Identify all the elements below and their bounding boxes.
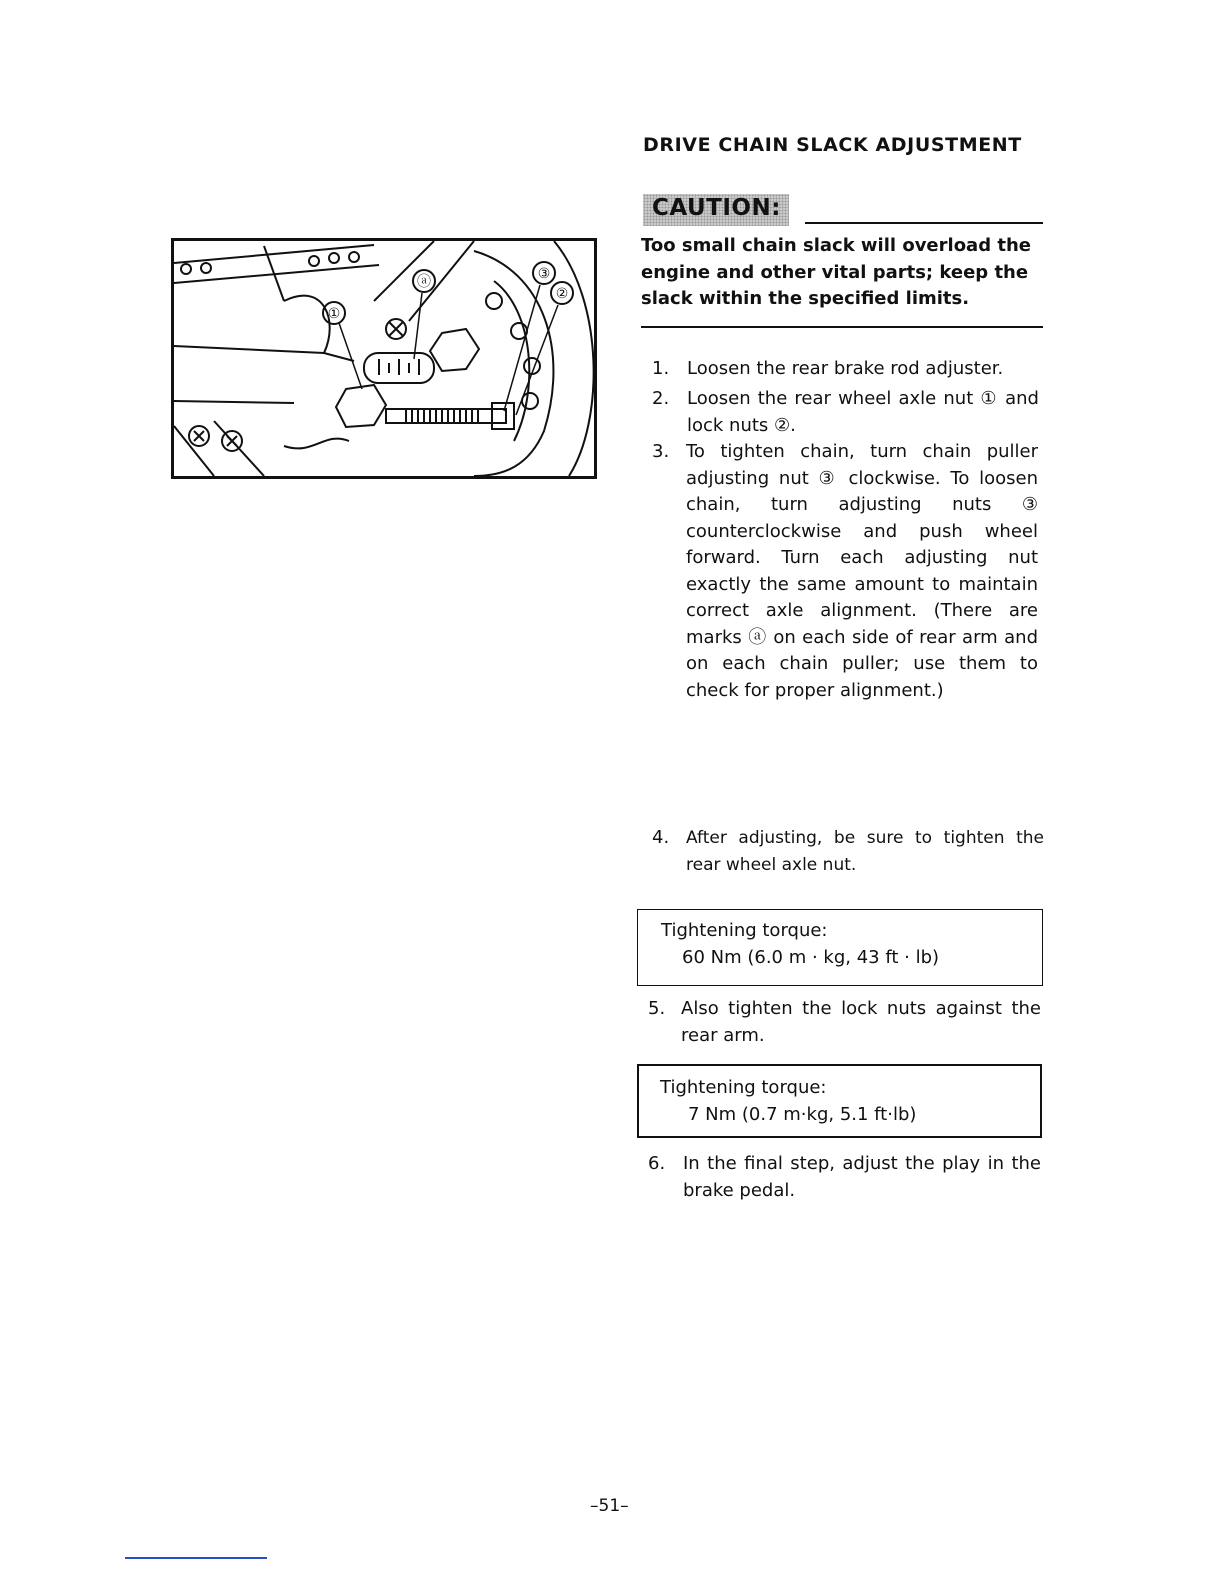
caution-text: Too small chain slack will overload the engine and other vital parts; keep the slack within the specified limits. [641,235,1031,309]
caution-rule [805,222,1043,224]
step-number: 2. [652,388,670,409]
footer-rule [125,1557,267,1559]
step-number: 6. [648,1153,666,1174]
torque-label: Tightening torque: [660,1077,827,1098]
torque-value: 7 Nm (0.7 m·kg, 5.1 ft·lb) [688,1104,917,1125]
torque-value: 60 Nm (6.0 m · kg, 43 ft · lb) [682,947,940,968]
step-text: To tighten chain, turn chain puller adjusting nut ③ clockwise. To loosen chain, turn adjusting nuts ③ counterclockwise and push wheel forward. Turn each adjusting nut exactly the same amount to maintain correct axle alignment. (There are marks ⓐ on each side of rear arm and on each chain puller; use them to check for proper alignment.) [686,441,1038,701]
callout-a-label: ⓐ [417,274,431,290]
step-text: Loosen the rear wheel axle nut ① and lock nuts ②. [687,388,1039,436]
torque-spec-box-1 [637,909,1043,986]
section-title: DRIVE CHAIN SLACK ADJUSTMENT [643,134,1022,156]
torque-label: Tightening torque: [661,920,828,941]
chain-adjuster-illustration [171,238,597,479]
step-number: 1. [652,358,670,379]
callout-1-label: ① [327,306,341,322]
step-number: 5. [648,998,666,1019]
step-text: Also tighten the lock nuts against the rear arm. [681,998,1041,1046]
callout-2-label: ② [555,286,569,302]
torque-spec-box-2 [637,1064,1042,1138]
chain-adjuster-drawing [174,241,594,476]
caution-label: CAUTION: [652,195,781,221]
callout-3-label: ③ [537,266,551,282]
caution-end-rule [641,326,1043,328]
page-number: –51– [590,1496,629,1516]
step-number: 4. [652,827,670,848]
step-number: 3. [652,441,670,462]
step-text: In the final step, adjust the play in the brake pedal. [683,1153,1041,1201]
step-text: After adjusting, be sure to tighten the rear wheel axle nut. [686,828,1044,875]
step-text: Loosen the rear brake rod adjuster. [687,358,1004,379]
